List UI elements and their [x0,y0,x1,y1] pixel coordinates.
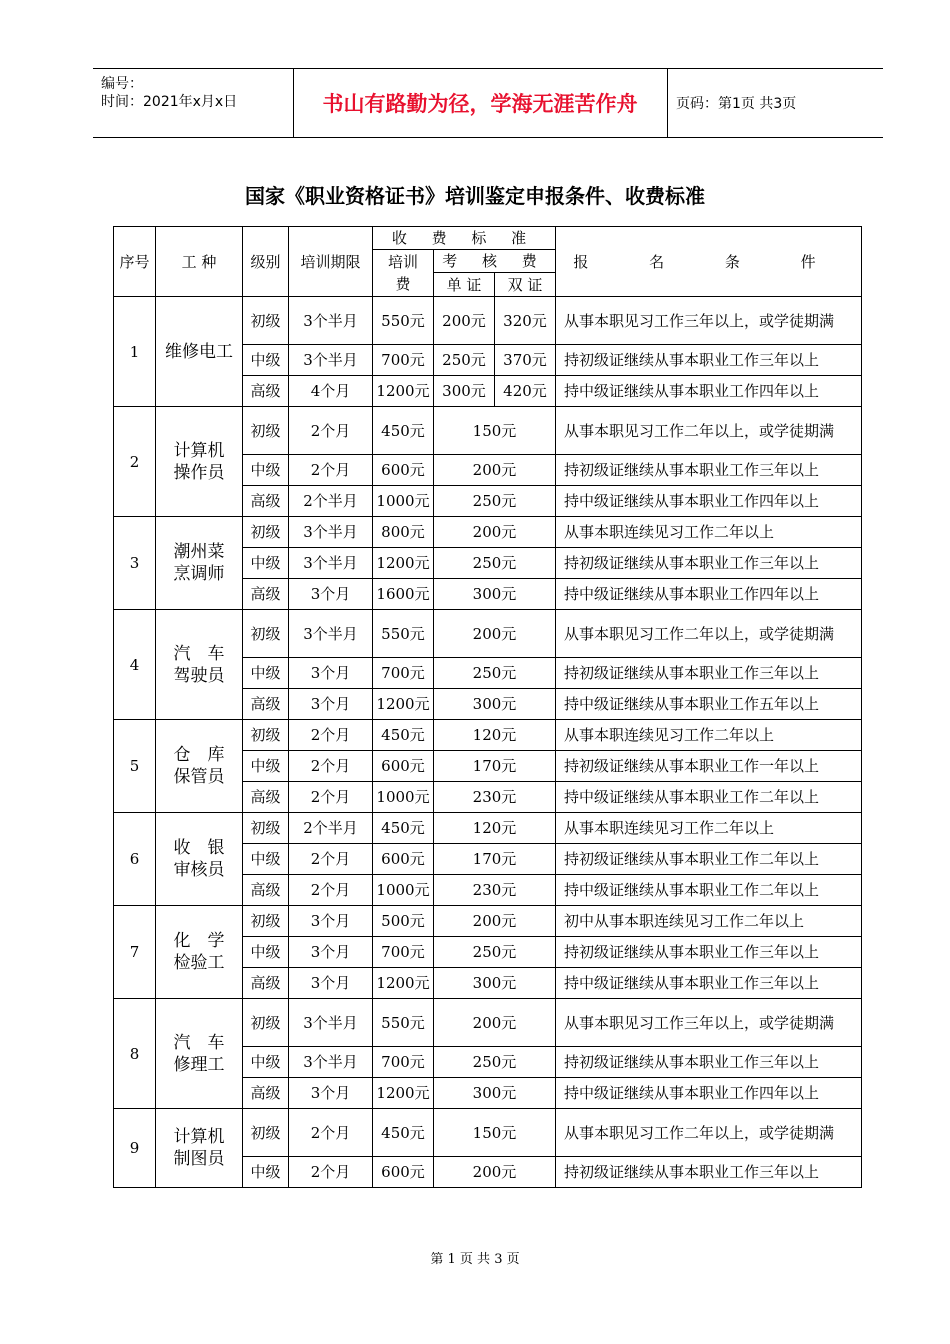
row-level: 初级 [243,999,289,1047]
row-seq: 8 [114,999,156,1109]
number-label: 编号： [101,76,143,92]
row-exam-fee: 170元 [434,751,556,782]
row-period: 3个月 [289,968,373,999]
trade-name-line1: 化 学 [173,931,225,951]
row-level: 中级 [243,345,289,376]
row-exam-fee: 200元 [434,1157,556,1188]
row-conditions: 持初级证继续从事本职业工作二年以上 [556,844,862,875]
row-conditions: 从事本职见习工作二年以上，或学徒期满 [556,1109,862,1157]
row-trade [156,999,243,1109]
row-training-fee: 450元 [373,720,434,751]
row-period: 3个半月 [289,345,373,376]
row-conditions: 持中级证继续从事本职业工作四年以上 [556,579,862,610]
row-training-fee: 600元 [373,844,434,875]
document-header [93,68,883,138]
row-training-fee: 450元 [373,1109,434,1157]
row-training-fee: 700元 [373,658,434,689]
row-seq: 4 [114,610,156,720]
page-footer: 第 1 页 共 3 页 [430,1252,520,1267]
trade-name-line1: 汽 车 [173,643,225,664]
row-training-fee: 500元 [373,906,434,937]
row-training-fee: 450元 [373,813,434,844]
header-single-cert: 单 证 [434,273,495,297]
table-body [114,227,862,1188]
row-period: 2个月 [289,407,373,455]
row-conditions: 从事本职见习工作二年以上，或学徒期满 [556,610,862,658]
row-exam-fee: 200元 [434,455,556,486]
row-level: 高级 [243,689,289,720]
header-level: 级别 [243,227,289,297]
row-trade [156,297,243,407]
row-level: 中级 [243,658,289,689]
row-period: 4个月 [289,376,373,407]
row-training-fee: 1000元 [373,875,434,906]
row-level: 中级 [243,1047,289,1078]
row-seq: 1 [114,297,156,407]
row-level: 中级 [243,548,289,579]
row-level: 中级 [243,937,289,968]
row-seq: 9 [114,1109,156,1188]
row-level: 初级 [243,906,289,937]
row-conditions: 从事本职连续见习工作二年以上 [556,813,862,844]
row-period: 3个半月 [289,548,373,579]
row-level: 初级 [243,1109,289,1157]
row-training-fee: 1200元 [373,968,434,999]
row-single-cert-fee: 250元 [434,345,495,376]
trade-name-line1: 汽 车 [173,1032,225,1053]
row-exam-fee: 250元 [434,486,556,517]
row-period: 2个月 [289,1157,373,1188]
row-trade [156,720,243,813]
row-conditions: 从事本职见习工作三年以上，或学徒期满 [556,297,862,345]
table-row [114,1109,862,1157]
row-exam-fee: 250元 [434,1047,556,1078]
row-level: 高级 [243,875,289,906]
row-level: 高级 [243,486,289,517]
row-period: 2个月 [289,1109,373,1157]
row-exam-fee: 170元 [434,844,556,875]
row-conditions: 从事本职连续见习工作二年以上 [556,517,862,548]
row-exam-fee: 250元 [434,658,556,689]
header-double-cert: 双 证 [495,273,556,297]
fee-standards-table [113,226,862,1188]
table-row [114,999,862,1047]
row-training-fee: 600元 [373,455,434,486]
row-exam-fee: 200元 [434,999,556,1047]
row-seq: 6 [114,813,156,906]
row-exam-fee: 150元 [434,407,556,455]
trade-name-line1: 仓 库 [173,745,225,765]
row-conditions: 持初级证继续从事本职业工作三年以上 [556,658,862,689]
row-period: 2个半月 [289,813,373,844]
row-conditions: 持中级证继续从事本职业工作五年以上 [556,689,862,720]
row-period: 3个月 [289,689,373,720]
row-seq: 2 [114,407,156,517]
trade-name-line2: 烹调师 [173,564,225,584]
trade-name-line1: 计算机 [173,440,225,461]
row-training-fee: 550元 [373,297,434,345]
row-level: 初级 [243,610,289,658]
row-exam-fee: 200元 [434,610,556,658]
row-conditions: 持初级证继续从事本职业工作三年以上 [556,1047,862,1078]
row-conditions: 从事本职见习工作二年以上，或学徒期满 [556,407,862,455]
row-level: 中级 [243,1157,289,1188]
row-seq: 3 [114,517,156,610]
row-seq: 5 [114,720,156,813]
header-trade: 工 种 [156,227,243,297]
header-motto: 书山有路勤为径，学海无涯苦作舟 [293,69,668,137]
row-single-cert-fee: 200元 [434,297,495,345]
row-conditions: 初中从事本职连续见习工作二年以上 [556,906,862,937]
row-trade [156,407,243,517]
row-training-fee: 1000元 [373,782,434,813]
trade-name-line2: 审核员 [173,860,225,880]
row-training-fee: 600元 [373,1157,434,1188]
row-period: 3个半月 [289,999,373,1047]
row-conditions: 持初级证继续从事本职业工作三年以上 [556,455,862,486]
row-conditions: 持初级证继续从事本职业工作三年以上 [556,345,862,376]
header-meta [93,69,294,137]
row-exam-fee: 120元 [434,813,556,844]
row-exam-fee: 300元 [434,968,556,999]
table-row [114,517,862,548]
row-double-cert-fee: 420元 [495,376,556,407]
row-period: 2个月 [289,875,373,906]
row-level: 中级 [243,751,289,782]
row-level: 中级 [243,844,289,875]
row-conditions: 持中级证继续从事本职业工作三年以上 [556,968,862,999]
row-level: 高级 [243,376,289,407]
header-training-fee: 培训费 [373,250,434,297]
trade-name-line2: 驾驶员 [173,665,225,686]
row-training-fee: 1200元 [373,689,434,720]
table-row [114,610,862,658]
header-period: 培训期限 [289,227,373,297]
trade-name-line2: 保管员 [173,767,225,787]
table-row [114,297,862,345]
row-level: 高级 [243,579,289,610]
row-level: 高级 [243,1078,289,1109]
trade-name-line2: 操作员 [173,462,225,483]
row-exam-fee: 230元 [434,875,556,906]
table-row [114,813,862,844]
row-conditions: 持初级证继续从事本职业工作三年以上 [556,1157,862,1188]
row-level: 初级 [243,813,289,844]
row-exam-fee: 120元 [434,720,556,751]
row-period: 3个月 [289,1078,373,1109]
row-period: 3个半月 [289,297,373,345]
page-title: 国家《职业资格证书》培训鉴定申报条件、收费标准 [245,184,705,208]
trade-name-line2: 修理工 [173,1054,225,1075]
row-conditions: 持初级证继续从事本职业工作三年以上 [556,937,862,968]
row-conditions: 持中级证继续从事本职业工作二年以上 [556,782,862,813]
time-label: 时间：2021年x月x日 [101,94,238,110]
row-conditions: 持中级证继续从事本职业工作四年以上 [556,1078,862,1109]
row-trade [156,610,243,720]
row-exam-fee: 200元 [434,906,556,937]
trade-name-line1: 潮州菜 [173,542,225,562]
row-period: 2个月 [289,751,373,782]
row-single-cert-fee: 300元 [434,376,495,407]
header-seq: 序号 [114,227,156,297]
row-period: 3个月 [289,937,373,968]
row-training-fee: 700元 [373,345,434,376]
row-exam-fee: 250元 [434,548,556,579]
table-row [114,720,862,751]
row-training-fee: 1200元 [373,1078,434,1109]
row-exam-fee: 200元 [434,517,556,548]
trade-name-line2: 检验工 [173,953,225,973]
row-period: 3个月 [289,658,373,689]
row-period: 2个月 [289,455,373,486]
row-period: 3个半月 [289,610,373,658]
row-exam-fee: 300元 [434,1078,556,1109]
row-training-fee: 1000元 [373,486,434,517]
row-exam-fee: 300元 [434,689,556,720]
row-period: 3个月 [289,579,373,610]
row-period: 2个半月 [289,486,373,517]
row-training-fee: 1600元 [373,579,434,610]
row-level: 初级 [243,517,289,548]
row-period: 2个月 [289,844,373,875]
row-conditions: 从事本职见习工作三年以上，或学徒期满 [556,999,862,1047]
row-exam-fee: 250元 [434,937,556,968]
row-conditions: 持初级证继续从事本职业工作一年以上 [556,751,862,782]
row-period: 2个月 [289,782,373,813]
row-conditions: 持初级证继续从事本职业工作三年以上 [556,548,862,579]
row-level: 初级 [243,297,289,345]
row-level: 高级 [243,968,289,999]
row-training-fee: 1200元 [373,376,434,407]
row-period: 3个月 [289,906,373,937]
row-level: 初级 [243,720,289,751]
row-double-cert-fee: 320元 [495,297,556,345]
row-double-cert-fee: 370元 [495,345,556,376]
trade-name-line1: 收 银 [173,838,225,858]
row-trade [156,1109,243,1188]
row-training-fee: 550元 [373,999,434,1047]
row-level: 中级 [243,455,289,486]
row-exam-fee: 230元 [434,782,556,813]
row-conditions: 持中级证继续从事本职业工作四年以上 [556,376,862,407]
trade-name-line2: 制图员 [173,1149,225,1169]
row-level: 高级 [243,782,289,813]
trade-name: 维修电工 [165,341,233,362]
header-conditions: 报 名 条 件 [556,227,862,297]
row-conditions: 持中级证继续从事本职业工作二年以上 [556,875,862,906]
row-level: 初级 [243,407,289,455]
row-exam-fee: 300元 [434,579,556,610]
table-row [114,906,862,937]
row-trade [156,517,243,610]
row-training-fee: 450元 [373,407,434,455]
row-training-fee: 550元 [373,610,434,658]
row-training-fee: 600元 [373,751,434,782]
row-conditions: 持中级证继续从事本职业工作四年以上 [556,486,862,517]
header-page-label: 页码：第1页 共3页 [676,96,797,112]
row-period: 3个半月 [289,517,373,548]
header-row-1 [114,227,862,250]
row-training-fee: 700元 [373,937,434,968]
row-training-fee: 1200元 [373,548,434,579]
row-trade [156,813,243,906]
header-exam-fee: 考 核 费 [434,250,556,273]
row-period: 2个月 [289,720,373,751]
trade-name-line1: 计算机 [173,1127,225,1147]
row-trade [156,906,243,999]
table-row [114,407,862,455]
row-period: 3个半月 [289,1047,373,1078]
row-conditions: 从事本职连续见习工作二年以上 [556,720,862,751]
row-seq: 7 [114,906,156,999]
header-fee-standard: 收 费 标 准 [373,227,556,250]
row-exam-fee: 150元 [434,1109,556,1157]
row-training-fee: 700元 [373,1047,434,1078]
row-training-fee: 800元 [373,517,434,548]
